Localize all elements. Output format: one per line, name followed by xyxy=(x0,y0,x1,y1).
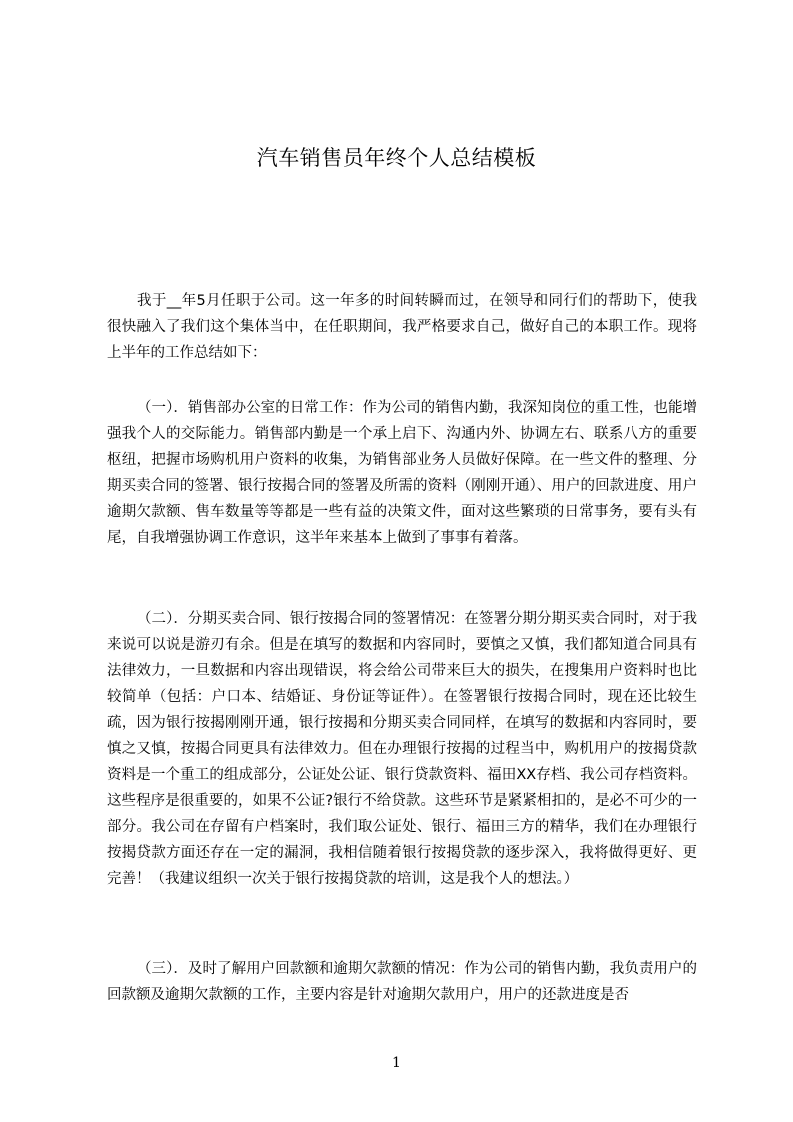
paragraph-section-2: （二）．分期买卖合同、银行按揭合同的签署情况：在签署分期分期买卖合同时，对于我来说可以说是游刃有余。但是在填写的数据和内容同时，要慎之又慎，我们都知道合同具有法律效力，一旦数据和内容出现错误，将会给公司带来巨大的损失，在搜集用户资料时也比较简单（包括：户口本、结婚证、身份证等证件）。在签署银行按揭合同时，现在还比较生疏，因为银行按揭刚刚开通，银行按揭和分期买卖合同同样，在填写的数据和内容同时，要慎之又慎，按揭合同更具有法律效力。但在办理银行按揭的过程当中，购机用户的按揭贷款资料是一个重工的组成部分，公证处公证、银行贷款资料、福田XX存档、我公司存档资料。这些程序是很重要的，如果不公证?银行不给贷款。这些环节是紧紧相扣的，是必不可少的一部分。我公司在存留有户档案时，我们取公证处、银行、福田三方的精华，我们在办理银行按揭贷款方面还存在一定的漏洞，我相信随着银行按揭贷款的逐步深入，我将做得更好、更完善！（我建议组织一次关于银行按揭贷款的培训，这是我个人的想法。） xyxy=(107,611,697,887)
document-title: 汽车销售员年终个人总结模板 xyxy=(256,146,537,170)
paragraph-intro: 我于__年5月任职于公司。这一年多的时间转瞬而过，在领导和同行们的帮助下，使我很快融入了我们这个集体当中，在任职期间，我严格要求自己，做好自己的本职工作。现将上半年的工作总结如下： xyxy=(107,293,697,361)
page-number: 1 xyxy=(392,1055,401,1071)
paragraph-section-3: （三）．及时了解用户回款额和逾期欠款额的情况：作为公司的销售内勤，我负责用户的回款额及逾期欠款额的工作，主要内容是针对逾期欠款用户，用户的还款进度是否 xyxy=(107,961,697,1003)
paragraph-section-1: （一）．销售部办公室的日常工作：作为公司的销售内勤，我深知岗位的重工性，也能增强我个人的交际能力。销售部内勤是一个承上启下、沟通内外、协调左右、联系八方的重要枢纽，把握市场购机用户资料的收集，为销售部业务人员做好保障。在一些文件的整理、分期买卖合同的签署、银行按揭合同的签署及所需的资料（刚刚开通）、用户的回款进度、用户逾期欠款额、售车数量等等都是一些有益的决策文件，面对这些繁琐的日常事务，要有头有尾，自我增强协调工作意识，这半年来基本上做到了事事有着落。 xyxy=(107,400,697,546)
